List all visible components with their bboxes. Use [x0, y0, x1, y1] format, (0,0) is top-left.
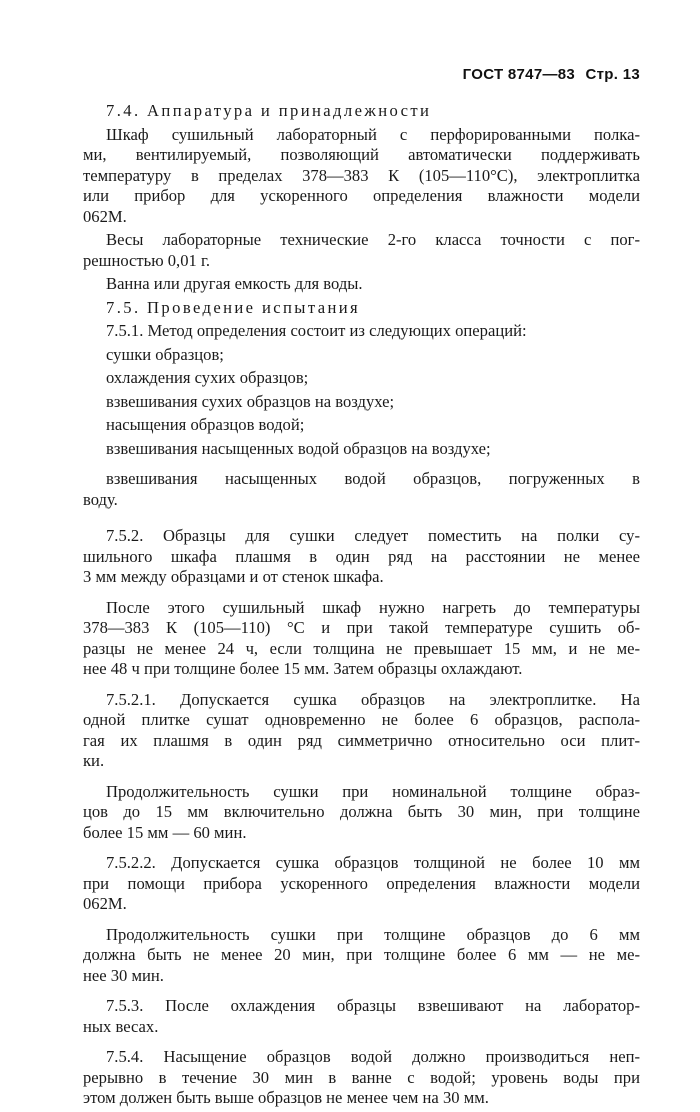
text-line: цов до 15 мм включительно должна быть 30 мин, при толщине [83, 802, 640, 821]
text-line: этом должен быть выше образцов не менее чем на 30 мм. [83, 1088, 489, 1107]
page-header [457, 66, 640, 83]
text-line: 7.5.2.1. Допускается сушка образцов на электроплитке. На [106, 689, 640, 709]
paragraph-7-4-equipment [83, 125, 640, 228]
standard-id: ГОСТ 8747—83 [462, 66, 576, 83]
paragraph-7-5-4 [83, 1047, 640, 1109]
text-line: После этого сушильный шкаф нужно нагреть до температуры [106, 597, 640, 617]
text-line: 7.5.4. Насыщение образцов водой должно производиться неп- [106, 1047, 640, 1066]
text-line: 378—383 К (105—110) °С и при такой температуре сушить об- [83, 618, 640, 637]
text-line: решностью 0,01 г. [83, 250, 211, 270]
paragraph-7-5-2-1 [83, 690, 640, 772]
text-line: рерывно в течение 30 мин в ванне с водой; уровень воды при [83, 1067, 640, 1087]
text-line: шильного шкафа плашмя в один ряд на расстоянии не менее [83, 546, 640, 566]
text-line: 062М. [83, 894, 127, 913]
section-title-7-5: 7.5. Проведение испытания [106, 297, 361, 317]
paragraph-7-4-scales [83, 230, 640, 271]
text-line: воду. [83, 489, 118, 509]
paragraph-7-5-2 [83, 526, 640, 588]
paragraph-7-5-2-heating [83, 598, 640, 680]
text-line: более 15 мм — 60 мин. [83, 822, 247, 842]
text-line: должна быть не менее 20 мин, при толщине более 6 мм — не ме- [83, 945, 640, 964]
text-line: Весы лабораторные технические 2-го класса точности с пог- [106, 230, 640, 249]
text-line: Шкаф сушильный лабораторный с перфорированными полка- [106, 124, 640, 144]
text-line: 3 мм между образцами и от стенок шкафа. [83, 567, 384, 586]
text-line: 7.5.2.2. Допускается сушка образцов толщиной не более 10 мм [106, 853, 640, 872]
text-line: температуру в пределах 378—383 К (105—110°С), электроплитка [83, 165, 640, 185]
text-line: Продолжительность сушки при толщине образцов до 6 мм [106, 924, 640, 944]
operation-item: взвешивания насыщенных водой образцов на воздухе; [106, 438, 491, 458]
paragraph-7-5-2-1-duration [83, 782, 640, 844]
text-line: 062М. [83, 206, 127, 226]
operation-item: насыщения образцов водой; [106, 415, 305, 434]
text-line: 7.5.3. После охлаждения образцы взвешивают на лаборатор- [106, 996, 640, 1015]
text-line: 7.5.2. Образцы для сушки следует поместить на полки су- [106, 526, 640, 545]
section-title-7-4: 7.4. Аппаратура и принадлежности [106, 101, 432, 120]
page-number: Стр. 13 [585, 66, 640, 83]
text-line: взвешивания насыщенных водой образцов, погруженных в [106, 469, 640, 488]
text-line: разцы не менее 24 ч, если толщина не превышает 15 мм, и не ме- [83, 638, 640, 658]
operation-item: охлаждения сухих образцов; [106, 368, 309, 387]
text-line: одной плитке сушат одновременно не более 6 образцов, распола- [83, 710, 640, 729]
text-line: или прибор для ускоренного определения влажности модели [83, 186, 640, 205]
operation-item-last [83, 469, 640, 510]
text-line: гая их плашмя в один ряд симметрично относительно оси плит- [83, 730, 640, 750]
operation-item: взвешивания сухих образцов на воздухе; [106, 391, 395, 411]
paragraph-7-4-bath: Ванна или другая емкость для воды. [106, 274, 363, 293]
operation-item: сушки образцов; [106, 344, 224, 364]
document-body [83, 101, 640, 1112]
paragraph-7-5-3 [83, 996, 640, 1037]
text-line: ных весах. [83, 1016, 159, 1036]
paragraph-7-5-1-intro: 7.5.1. Метод определения состоит из следующих операций: [106, 321, 527, 340]
paragraph-7-5-2-2-duration [83, 925, 640, 987]
text-line: ми, вентилируемый, позволяющий автоматически поддерживать [83, 145, 640, 164]
paragraph-7-5-2-2 [83, 853, 640, 915]
text-line: нее 30 мин. [83, 965, 164, 985]
text-line: ки. [83, 751, 105, 770]
text-line: нее 48 ч при толщине более 15 мм. Затем образцы охлаждают. [83, 659, 523, 678]
text-line: Продолжительность сушки при номинальной толщине образ- [106, 781, 640, 801]
text-line: при помощи прибора ускоренного определения влажности модели [83, 873, 640, 893]
